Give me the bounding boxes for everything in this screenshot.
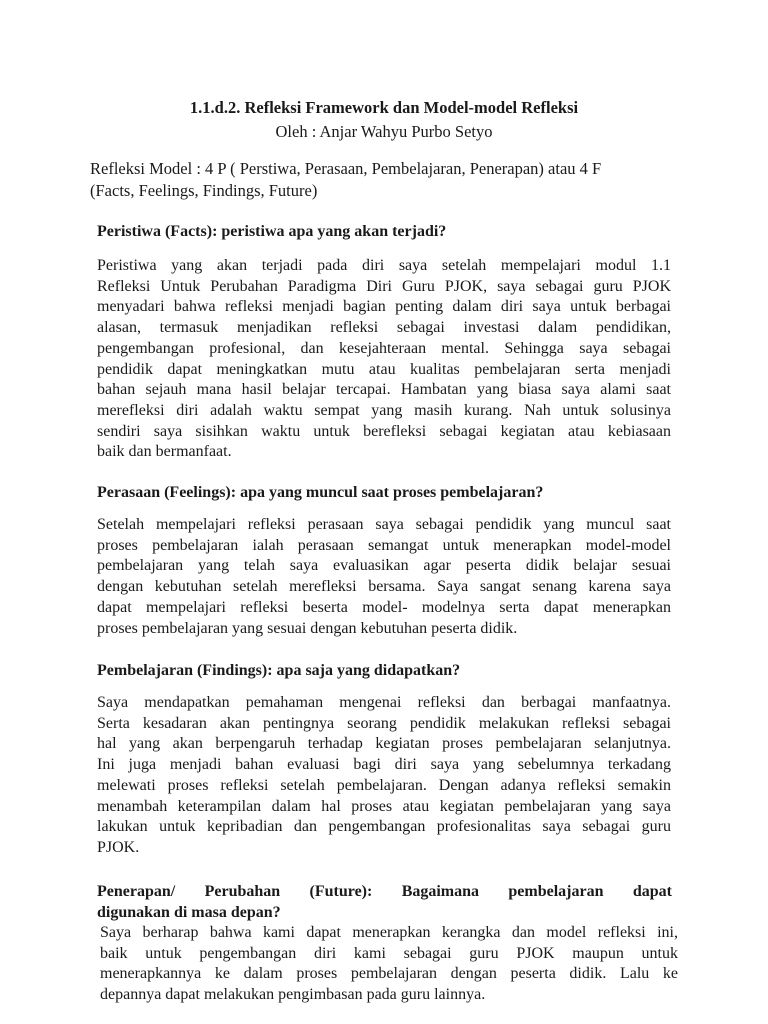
body-line: baik untuk pengembangan diri kami sebagai guru PJOK maupun untuk: [100, 944, 678, 962]
section-heading-facts: Peristiwa (Facts): peristiwa apa yang akan terjadi?: [97, 223, 447, 240]
body-line: sendiri saya sisihkan waktu untuk berefleksi sebagai kegiatan atau kebiasaan: [97, 422, 671, 440]
body-line: proses pembelajaran yang sesuai dengan kebutuhan peserta didik.: [97, 619, 518, 637]
model-line: Refleksi Model : 4 P ( Perstiwa, Perasaan, Pembelajaran, Penerapan) atau 4 F: [90, 159, 602, 178]
section-body-facts: [97, 256, 671, 463]
reflection-model-description: [90, 158, 650, 201]
body-line: melewati proses refleksi setelah pembelajaran. Dengan adanya refleksi semakin: [97, 776, 671, 794]
body-line: bahan sejauh mana hasil belajar tercapai. Hambatan yang biasa saya alami saat: [97, 381, 671, 399]
section-heading-future: [97, 881, 672, 923]
body-line: PJOK.: [97, 838, 140, 856]
document-author: Oleh : Anjar Wahyu Purbo Setyo: [275, 122, 493, 141]
body-line: lakukan untuk kepribadian dan pengembangan profesionalitas saya sebagai guru: [97, 818, 671, 836]
body-line: Setelah mempelajari refleksi perasaan saya sebagai pendidik yang muncul saat: [97, 516, 671, 533]
body-line: dapat mempelajari refleksi beserta model- modelnya serta dapat menerapkan: [97, 598, 671, 616]
model-line: (Facts, Feelings, Findings, Future): [90, 180, 318, 200]
body-line: Serta kesadaran akan pentingnya seorang pendidik melakukan refleksi sebagai: [97, 714, 671, 732]
body-line: pendidik dapat meningkatkan mutu atau kualitas pembelajaran serta menjadi: [97, 360, 671, 378]
body-line: proses pembelajaran ialah perasaan semangat untuk menerapkan model-model: [97, 536, 671, 554]
body-line: Peristiwa yang akan terjadi pada diri saya setelah mempelajari modul 1.1: [97, 257, 671, 274]
body-line: menyadari bahwa refleksi menjadi bagian penting dalam diri saya untuk berbagai: [97, 298, 671, 316]
heading-line: Penerapan/ Perubahan (Future): Bagaimana pembelajaran dapat: [97, 883, 672, 900]
body-line: merefleksi diri adalah waktu sempat yang masih kurang. Nah untuk solusinya: [97, 401, 671, 419]
body-line: pembelajaran yang telah saya evaluasikan agar peserta didik belajar sesuai: [97, 557, 671, 575]
body-line: menambah keterampilan dalam hal proses atau kegiatan pembelajaran yang saya: [97, 797, 671, 815]
document-title: 1.1.d.2. Refleksi Framework dan Model-model Refleksi: [189, 98, 579, 117]
body-line: dengan kebutuhan setelah merefleksi bersama. Saya sangat senang karena saya: [97, 578, 671, 596]
body-line: Ini juga menjadi bahan evaluasi bagi diri saya yang sebelumnya terkadang: [97, 756, 671, 774]
section-body-findings: [97, 693, 671, 859]
body-line: alasan, termasuk menjadikan refleksi sebagai investasi dalam pendidikan,: [97, 319, 671, 337]
body-line: menerapkannya ke dalam proses pembelajaran dengan peserta didik. Lalu ke: [100, 965, 678, 983]
section-body-feelings: [97, 515, 671, 639]
body-line: baik dan bermanfaat.: [97, 443, 232, 461]
section-heading-findings: Pembelajaran (Findings): apa saja yang didapatkan?: [97, 662, 461, 679]
section-heading-feelings: Perasaan (Feelings): apa yang muncul saat proses pembelajaran?: [97, 484, 544, 501]
heading-line: digunakan di masa depan?: [97, 904, 281, 921]
section-body-future: [100, 923, 678, 1006]
body-line: Saya berharap bahwa kami dapat menerapkan kerangka dan model refleksi ini,: [100, 924, 678, 941]
body-line: Refleksi Untuk Perubahan Paradigma Diri Guru PJOK, saya sebagai guru PJOK: [97, 277, 671, 295]
body-line: hal yang akan berpengaruh terhadap kegiatan proses pembelajaran selanjutnya.: [97, 735, 671, 753]
body-line: pengembangan profesional, dan kesejahteraan mental. Sehingga saya sebagai: [97, 339, 671, 357]
body-line: Saya mendapatkan pemahaman mengenai refleksi dan berbagai manfaatnya.: [97, 694, 671, 711]
body-line: depannya dapat melakukan pengimbasan pada guru lainnya.: [100, 986, 486, 1004]
